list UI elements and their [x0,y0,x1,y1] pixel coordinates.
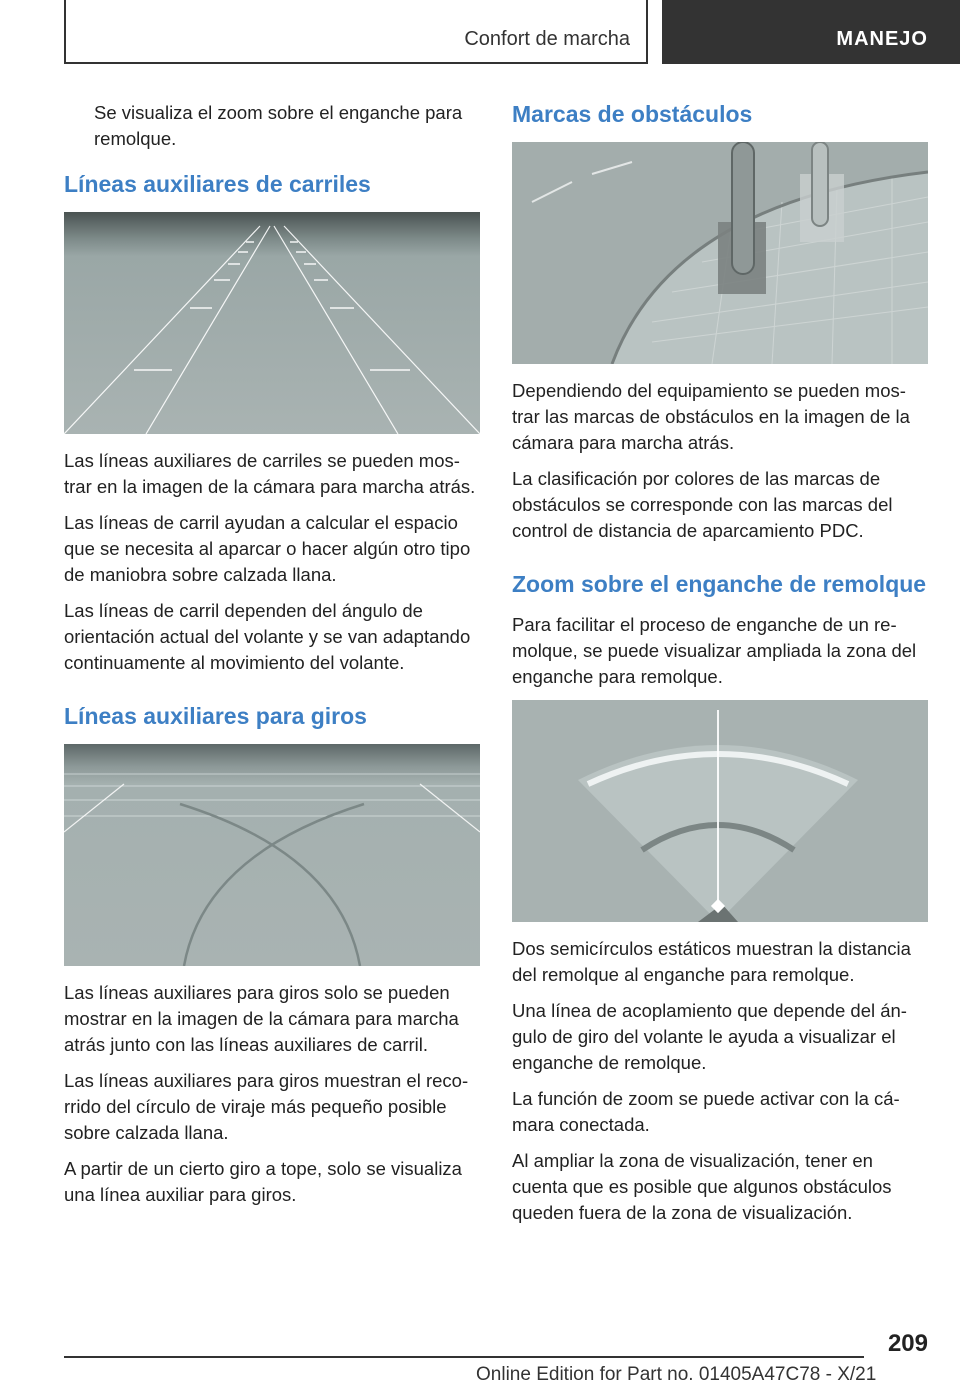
footer-edition: Online Edition for Part no. 01405A47C78 - X/21 [476,1364,877,1385]
left-column [64,100,480,1218]
page-number: 209 [887,1330,928,1357]
obstacle-paragraph-1: Dependiendo del equipamiento se pueden mos‐trar las marcas de obstáculos en la imagen de la cámara para marcha atrás. [512,380,910,453]
header-section-title: Confort de marcha [464,28,630,50]
turn-lines-paragraph-1: Las líneas auxiliares para giros solo se pueden mostrar en la imagen de la cámara para marcha atrás junto con las líneas auxiliares de carril. [64,982,459,1055]
hitch-zoom-paragraph-2: Dos semicírculos estáticos muestran la distancia del remolque al enganche para remolque. [512,938,911,985]
hitch-zoom-paragraph-3: Una línea de acoplamiento que depende del án‐gulo de giro del volante le ayuda a visualizar el enganche de remolque. [512,1000,907,1073]
heading-hitch-zoom: Zoom sobre el enganche de remolque [512,571,927,597]
lane-lines-paragraph-3: Las líneas de carril dependen del ángulo de orientación actual del volante y se van adaptando continuamente al movimiento del volante. [64,600,471,673]
hitch-zoom-paragraph-4: La función de zoom se puede activar con la cá‐mara conectada. [512,1088,900,1135]
footer-divider [64,1356,864,1358]
right-column [512,100,928,1236]
heading-turn-lines: Líneas auxiliares para giros [64,703,367,729]
intro-paragraph: Se visualiza el zoom sobre el enganche para remolque. [94,102,463,149]
hitch-zoom-paragraph-5: Al ampliar la zona de visualización, tener en cuenta que es posible que algunos obstáculos queden fuera de la zona de visualización. [512,1150,892,1223]
obstacle-marks-figure [512,142,928,364]
turn-lines-figure [64,744,480,966]
lane-lines-paragraph-2: Las líneas de carril ayudan a calcular el espacio que se necesita al aparcar o hacer algún otro tipo de maniobra sobre calzada llana. [64,512,471,585]
hitch-zoom-paragraph-1: Para facilitar el proceso de enganche de un re‐molque, se puede visualizar ampliada la zona del enganche para remolque. [512,614,917,687]
turn-lines-paragraph-2: Las líneas auxiliares para giros muestran el reco‐rrido del círculo de viraje más pequeño posible sobre calzada llana. [64,1070,469,1143]
header-chapter-tab: MANEJO [662,0,960,64]
turn-lines-paragraph-3: A partir de un cierto giro a tope, solo se visualiza una línea auxiliar para giros. [64,1158,462,1205]
heading-obstacle-marks: Marcas de obstáculos [512,101,753,127]
heading-lane-lines: Líneas auxiliares de carriles [64,171,371,197]
lane-lines-figure [64,212,480,434]
lane-lines-paragraph-1: Las líneas auxiliares de carriles se pueden mos‐trar en la imagen de la cámara para marcha atrás. [64,450,476,497]
obstacle-paragraph-2: La clasificación por colores de las marcas de obstáculos se corresponde con las marcas del control de distancia de aparcamiento PDC. [512,468,893,541]
hitch-zoom-figure [512,700,928,922]
